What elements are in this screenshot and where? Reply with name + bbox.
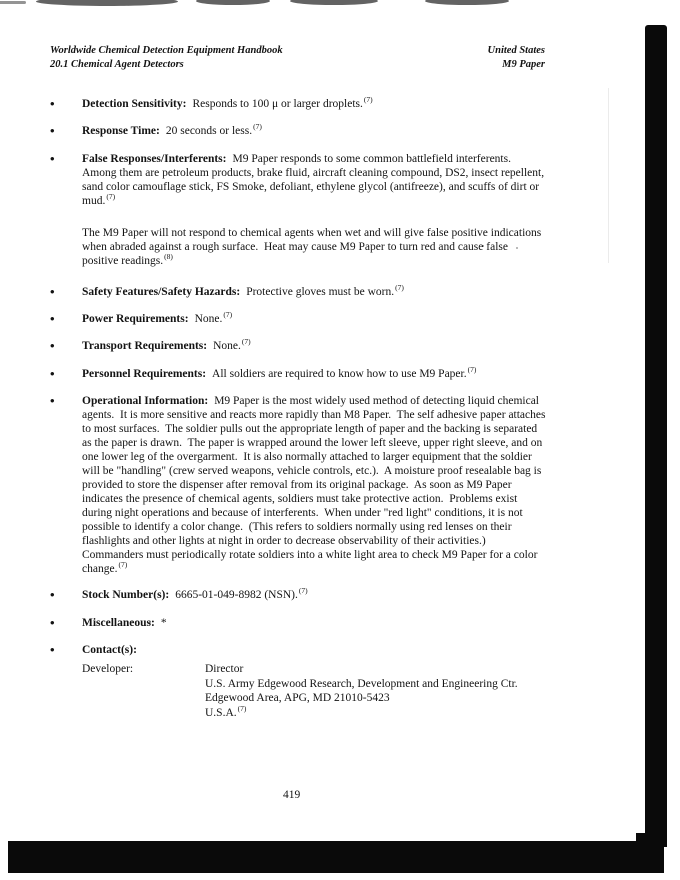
field-label: Safety Features/Safety Hazards: <box>82 286 241 298</box>
header-left <box>50 44 283 71</box>
footnote-ref: (7) <box>223 310 233 320</box>
field-label: Detection Sensitivity: <box>82 98 187 110</box>
contact-line: U.S. Army Edgewood Research, Development and Engineering Ctr. <box>205 677 518 690</box>
field-label: Response Time: <box>82 125 160 137</box>
bullet-text <box>82 394 549 576</box>
bullet-text <box>82 152 546 208</box>
contact-block <box>82 662 550 720</box>
bullet-item-miscellaneous <box>50 616 550 630</box>
bullet-text <box>82 312 546 326</box>
bullet-icon: • <box>50 393 55 408</box>
scan-smudge-icon <box>196 0 270 5</box>
scan-smudge-icon <box>36 0 178 6</box>
contact-line: Edgewood Area, APG, MD 21010-5423 <box>205 692 390 704</box>
bullet-text <box>82 616 546 630</box>
field-label: Contact(s): <box>82 644 137 656</box>
chapter-title: 20.1 Chemical Agent Detectors <box>50 58 184 70</box>
bullet-text <box>82 124 546 138</box>
field-value: M9 Paper responds to some common battlefield interferents. Among them are petroleum products, brake fluid, aircraft cleaning compound, DS2, insect repellent, sand color camouflage stick, FS Smoke, defoliant, ethylene glycol (antifreeze), and scuffs of dirt or mud. <box>82 153 547 207</box>
bullet-icon: • <box>50 284 55 299</box>
footnote-ref: (7) <box>363 95 373 105</box>
footnote-ref: (7) <box>467 365 477 375</box>
field-label: Power Requirements: <box>82 313 189 325</box>
field-label: Stock Number(s): <box>82 589 170 601</box>
field-value: 20 seconds or less. <box>165 125 253 137</box>
country-label: United States <box>487 45 545 56</box>
bullet-item-transport <box>50 339 550 353</box>
bullet-icon: • <box>50 615 55 630</box>
field-value: Protective gloves must be worn. <box>246 286 395 298</box>
document-body <box>50 97 550 720</box>
bullet-text <box>82 97 546 111</box>
footnote-ref: (7) <box>395 283 404 293</box>
footnote-ref: (7) <box>253 122 262 132</box>
bullet-item-personnel <box>50 367 550 381</box>
field-value: None. <box>213 340 241 352</box>
bullet-icon: • <box>50 96 55 111</box>
bullet-item-power <box>50 312 550 326</box>
scan-smudge-icon <box>0 1 26 4</box>
footnote-ref: (7) <box>118 560 128 570</box>
contact-address <box>205 662 518 720</box>
interferents-note-paragraph <box>82 226 546 268</box>
field-value: * <box>160 617 167 629</box>
bullet-text <box>82 367 546 381</box>
bullet-text <box>82 285 546 299</box>
note-text: The M9 Paper will not respond to chemical agents when wet and will give false positive indications when abraded against a rough surface. Heat may cause M9 Paper to turn red and cause false positive readings. <box>82 227 545 267</box>
bullet-text <box>82 643 546 657</box>
footnote-ref: (7) <box>241 337 251 347</box>
footnote-ref: (7) <box>298 586 308 596</box>
bullet-icon: • <box>50 123 55 138</box>
field-value: None. <box>194 313 223 325</box>
bullet-text <box>82 339 546 353</box>
scan-right-edge-bar <box>645 25 667 847</box>
field-label: Operational Information: <box>82 395 209 407</box>
header-right <box>488 44 545 71</box>
footnote-ref: (8) <box>164 252 173 262</box>
bullet-icon: • <box>50 366 55 381</box>
bullet-item-operational-info <box>50 394 550 576</box>
bullet-icon: • <box>50 338 55 353</box>
field-label: Miscellaneous: <box>82 617 155 629</box>
bullet-text <box>82 588 546 602</box>
contact-line <box>205 703 518 721</box>
field-value: 6665-01-049-8982 (NSN). <box>175 589 298 601</box>
handbook-title: Worldwide Chemical Detection Equipment Handbook <box>50 45 283 56</box>
bullet-icon: • <box>50 642 55 657</box>
scan-smudge-icon <box>290 0 378 5</box>
bullet-icon: • <box>50 587 55 602</box>
bullet-item-response-time <box>50 124 550 138</box>
field-label: Transport Requirements: <box>82 340 208 352</box>
field-value: Responds to 100 μ or larger droplets. <box>192 98 363 110</box>
bullet-icon: • <box>50 311 55 326</box>
bullet-item-safety <box>50 285 550 299</box>
contact-country: U.S.A. <box>205 706 237 719</box>
bullet-item-stock-number <box>50 588 550 602</box>
field-value: All soldiers are required to know how to use M9 Paper. <box>212 368 467 380</box>
contact-line: Director <box>205 663 244 675</box>
bullet-icon: • <box>50 151 55 166</box>
scan-smudge-icon <box>425 0 509 5</box>
scan-bottom-bar <box>8 841 664 873</box>
bullet-item-detection-sensitivity <box>50 97 550 111</box>
page-number: 419 <box>283 789 301 801</box>
footnote-ref: (7) <box>237 703 247 713</box>
field-label: False Responses/Interferents: <box>82 153 227 165</box>
footnote-ref: (7) <box>106 192 116 202</box>
field-value: M9 Paper is the most widely used method of detecting liquid chemical agents. It is more sensitive and reacts more rapidly than M8 Paper. The self adhesive paper attaches to most surfaces. The soldier pulls out the appropriate length of paper and the backing is separated as the paper is drawn. The paper is wrapped around the lower left sleeve, upper right sleeve, and on one lower leg of the overgarment. It is also normally attached to larger equipment that the soldier will be "handling" (crew served weapons, vehicle controls, etc.). A moisture proof resealable bag is provided to store the dispenser after removal from its original package. As soon as M9 Paper indicates the presence of chemical agents, soldiers must take protective action. Problems exist during night operations and because of interferents. When under "red light" conditions, it is not possible to identify a color change. (This refers to soldiers normally using red lenses on their flashlights and other lights at night in order to decrease observability of their activities.) Commanders must periodically rotate soldiers into a white light area to check M9 Paper for a color change. <box>82 395 549 575</box>
contact-role-label: Developer: <box>82 663 134 675</box>
scan-crease-line <box>608 88 609 263</box>
bullet-item-contacts <box>50 643 550 657</box>
field-label: Personnel Requirements: <box>82 368 207 380</box>
equipment-label: M9 Paper <box>502 58 545 70</box>
bullet-item-false-responses <box>50 152 550 208</box>
